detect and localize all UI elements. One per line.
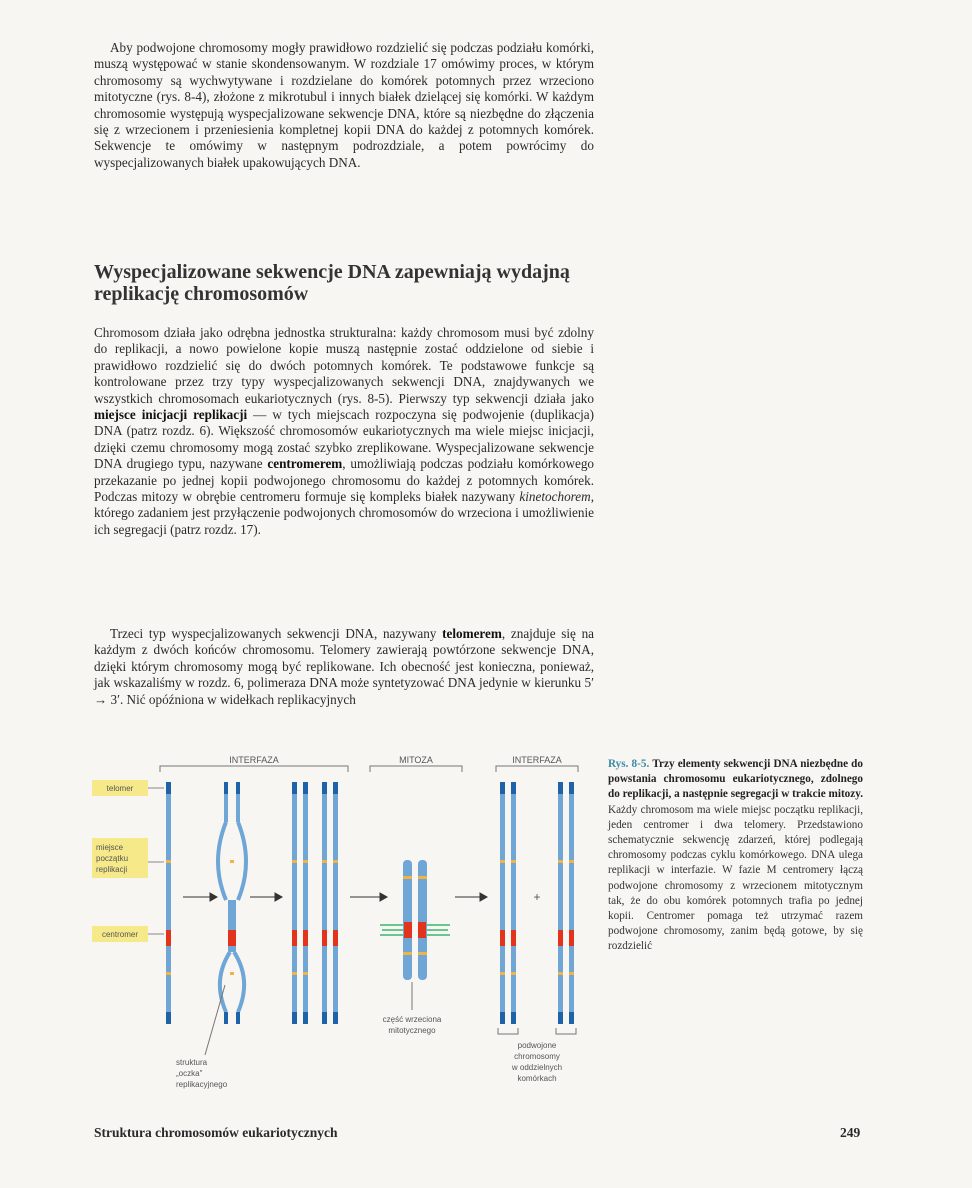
arrow-1 (183, 893, 217, 901)
origin-label-1: miejsce (96, 843, 124, 852)
bubble-label-1: struktura (176, 1058, 208, 1067)
arrow-2 (250, 893, 282, 901)
term-replication-origin: miejsce inicjacji replikacji (94, 407, 248, 423)
chromosome-single (166, 782, 171, 1024)
phase-label-interphase-2: INTERFAZA (512, 755, 562, 765)
origin-label-2: początku (96, 854, 129, 863)
daughter-label-1: podwojone (517, 1041, 557, 1050)
bubble-label-3: replikacyjnego (176, 1080, 228, 1089)
p2-text-c: , umożliwiają podczas podziału komórkowego przekazanie po jednej kopii podwojonego chromosomu do każdej z potomnych komórek. Podczas mitozy w obrębie centromeru formuje się kompleks białek nazywany (94, 456, 595, 505)
term-telomere: telomerem (442, 626, 502, 641)
arrow-3 (350, 893, 387, 901)
daughter-label-4: komórkach (517, 1074, 557, 1083)
origin-label-3: replikacji (96, 865, 128, 874)
p3-text-b: , znajduje się na każdym z dwóch końców chromosomu. Telomery zawierają powtórzone sekwencje DNA, dzięki którym chromosomy mogą być replikowane. Ich obecność jest konieczna, ponieważ, jak wskazaliśmy w rozdz. 6, polimeraza DNA może syntetyzować DNA jedynie w kierunku 5′ → 3′. Nić opóźniona w widełkach replikacyjnych (94, 626, 595, 707)
running-footer-title: Struktura chromosomów eukariotycznych (94, 1125, 338, 1140)
figure-caption (608, 757, 863, 955)
phase-label-mitosis: MITOZA (399, 755, 433, 765)
daughter-label-2: chromosomy (514, 1052, 560, 1061)
p2-text-a: Chromosom działa jako odrębna jednostka strukturalna: każdy chromosom musi być zdolny do replikacji, a nowo powielone kopie muszą następnie zostać oddzielone od siebie i prawidłowo rozdzielić się do dwóch potomnych komórek. Te podstawowe funkcje są kontrolowane przez trzy typy wyspecjalizowanych sekwencji DNA, znajdywanych we wszystkich chromosomach eukariotycznych (rys. 8-5). Pierwszy typ sekwencji działa jako (94, 325, 594, 406)
bubble-label-2: „oczka" (176, 1069, 203, 1078)
telomer-label: telomer (106, 784, 134, 793)
caption-title: Trzy elementy sekwencji DNA niezbędne do powstania chromosomu eukariotycznego, zdolnego do replikacji, a następnie segregacji w trakcie mitozy. (608, 758, 864, 801)
arrow-4 (455, 893, 487, 901)
intro-paragraph: Aby podwojone chromosomy mogły prawidłowo rozdzielić się podczas podziału komórki, muszą występować w stanie skondensowanym. W rozdziale 17 omówimy proces, w którym chromosomy są wychwytywane i rozdzielane do komórek potomnych przez wrzeciono mitotyczne (rys. 8-4), złożone z mikrotubul i innych białek dzielącej się komórki. W każdym chromosomie występują wyspecjalizowane sekwencje DNA, które są niezbędne do złączenia się z wrzecionem i przeniesienia kompletnej kopii DNA do każdej z potomnych komórek. Sekwencje te omówimy w następnym podrozdziale, a potem powrócimy do wyspecjalizowanych białek upakowujących DNA. (94, 40, 594, 170)
chromosome-duplicated (292, 782, 338, 1024)
term-kinetochore: kinetochorem (519, 489, 591, 505)
p2-text-d: , którego zadaniem jest przyłączenie podwojonych chromosomów do wrzeciona i umożliwienie ich segregacji (patrz rozdz. 17). (94, 489, 594, 537)
phase-brackets (160, 766, 578, 772)
caption-text: Każdy chromosom ma wiele miejsc początku replikacji, jeden centromer i dwa telomery. Przedstawiono schematycznie sekwencję zdarzeń, której podlegają chromosomy podczas cyklu komórkowego. DNA ulega replikacji w interfazie. W fazie M centromery łączą podwojone chromosomy z wrzecionem mitotycznym tak, że do obu komórek potomnych trafia po jednej kopii. Centromer pomaga też utrzymać razem podwojone chromosomy, zanim będą gotowe, by się rozdzielić (608, 803, 863, 953)
chromosome-replicating (218, 782, 246, 1024)
daughter-label-3: w oddzielnych (511, 1063, 563, 1072)
p3-text-a: Trzeci typ wyspecjalizowanych sekwencji DNA, nazywany (110, 626, 437, 641)
page-number: 249 (840, 1125, 861, 1140)
section-heading: Wyspecjalizowane sekwencje DNA zapewniają wydajną replikację chromosomów (94, 261, 570, 305)
caption-label: Rys. 8-5. (608, 758, 650, 770)
spindle-fibers (380, 925, 450, 935)
phase-label-interphase-1: INTERFAZA (229, 755, 279, 765)
spindle-label-1: część wrzeciona (382, 1015, 442, 1024)
chromosome-mitotic (380, 860, 450, 1010)
term-centromere: centromerem (267, 456, 343, 472)
p2-text-b: — w tych miejscach rozpoczyna się podwojenie (duplikacja) DNA (patrz rozdz. 6). Większość chromosomów eukariotycznych ma wiele miejsc inicjacji, dzięki czemu chromosomy mogą zostać szybko zreplikowane. Wyspecjalizowane sekwencje DNA drugiego typu, nazywane (94, 407, 594, 472)
centromer-label: centromer (101, 930, 139, 939)
plus-sign: + (533, 890, 541, 904)
spindle-label-2: mitotycznego (388, 1026, 436, 1035)
